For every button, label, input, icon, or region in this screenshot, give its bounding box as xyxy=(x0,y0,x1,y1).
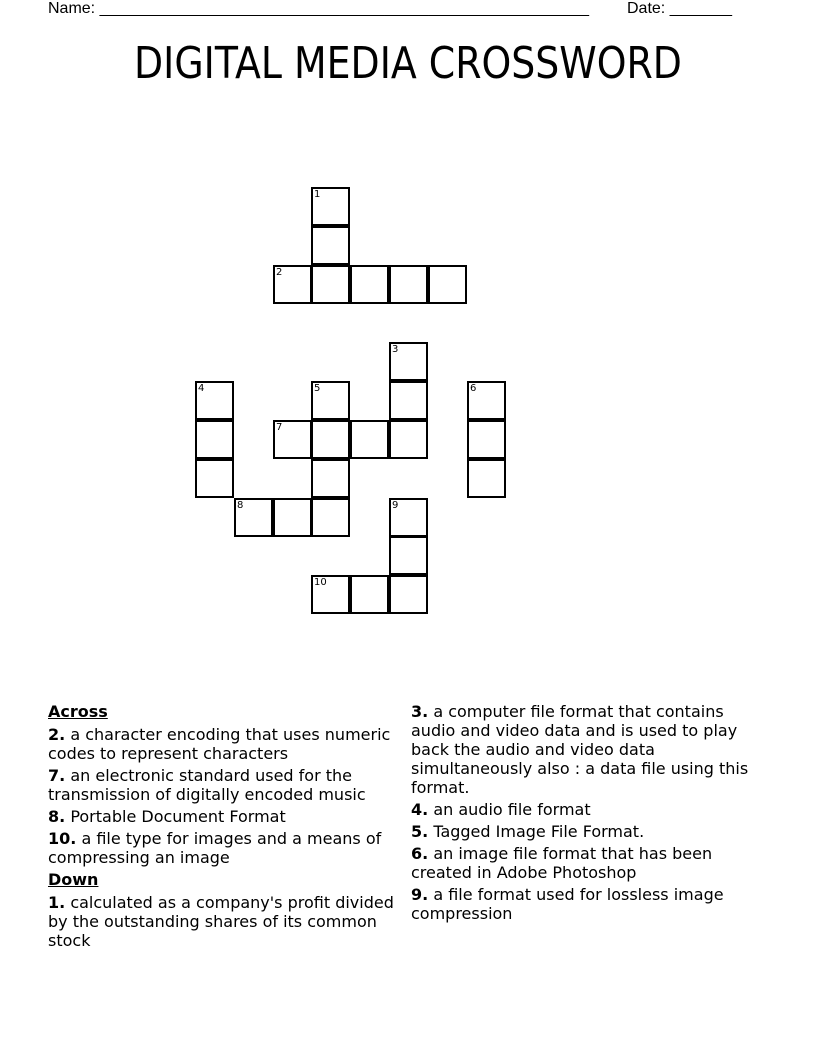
clue-number: 8. xyxy=(48,807,66,826)
cell-number: 10 xyxy=(314,577,327,588)
clue-text: a computer file format that contains audio and video data and is used to play back the audio and video data simultaneously also : a data file using this format. xyxy=(411,702,749,797)
clue-text: Portable Document Format xyxy=(70,807,286,826)
grid-cell[interactable] xyxy=(389,575,428,614)
grid-cell[interactable] xyxy=(195,420,234,459)
clues-right-column xyxy=(411,702,756,926)
grid-cell[interactable] xyxy=(389,265,428,304)
grid-cell[interactable] xyxy=(467,459,506,498)
name-field-label[interactable]: Name: _______________________________________________________ xyxy=(48,0,589,17)
clue-across-7 xyxy=(48,766,398,804)
grid-cell[interactable] xyxy=(311,265,350,304)
cell-number: 4 xyxy=(198,383,205,394)
grid-cell[interactable] xyxy=(234,498,273,537)
header-line xyxy=(48,0,748,20)
clue-number: 7. xyxy=(48,766,66,785)
grid-cell[interactable] xyxy=(311,459,350,498)
clue-across-8 xyxy=(48,807,398,826)
clue-number: 9. xyxy=(411,885,429,904)
clue-text: calculated as a company's profit divided by the outstanding shares of its common stock xyxy=(48,893,394,950)
grid-cell[interactable] xyxy=(195,459,234,498)
clue-down-1 xyxy=(48,893,398,950)
clues-left-column xyxy=(48,702,398,953)
grid-cell[interactable] xyxy=(350,265,389,304)
cell-number: 1 xyxy=(314,189,321,200)
clue-down-9 xyxy=(411,885,756,923)
grid-cell[interactable] xyxy=(273,420,312,459)
clue-down-4 xyxy=(411,800,756,819)
grid-cell[interactable] xyxy=(350,420,389,459)
grid-cell[interactable] xyxy=(389,342,428,381)
grid-cell[interactable] xyxy=(311,226,350,265)
clue-text: a file type for images and a means of compressing an image xyxy=(48,829,382,867)
grid-cell[interactable] xyxy=(273,498,312,537)
cell-number: 8 xyxy=(237,500,244,511)
clue-number: 4. xyxy=(411,800,429,819)
clue-down-5 xyxy=(411,822,756,841)
grid-cell[interactable] xyxy=(195,381,234,420)
grid-cell[interactable] xyxy=(467,420,506,459)
clue-number: 3. xyxy=(411,702,429,721)
clue-down-3 xyxy=(411,702,756,797)
clue-text: a file format used for lossless image compression xyxy=(411,885,724,923)
grid-cell[interactable] xyxy=(311,575,350,614)
grid-cell[interactable] xyxy=(311,420,350,459)
grid-cell[interactable] xyxy=(311,498,350,537)
grid-cell[interactable] xyxy=(389,536,428,575)
grid-cell[interactable] xyxy=(389,381,428,420)
cell-number: 9 xyxy=(392,500,399,511)
cell-number: 2 xyxy=(276,267,283,278)
across-heading: Across xyxy=(48,702,108,721)
clue-across-10 xyxy=(48,829,398,867)
grid-cell[interactable] xyxy=(311,381,350,420)
clue-down-6 xyxy=(411,844,756,882)
clue-number: 5. xyxy=(411,822,429,841)
grid-cell[interactable] xyxy=(311,187,350,226)
grid-cell[interactable] xyxy=(389,420,428,459)
clue-text: an audio file format xyxy=(433,800,591,819)
down-heading: Down xyxy=(48,870,99,889)
cell-number: 5 xyxy=(314,383,321,394)
clue-number: 10. xyxy=(48,829,77,848)
clue-across-2 xyxy=(48,725,398,763)
clue-text: a character encoding that uses numeric codes to represent characters xyxy=(48,725,391,763)
clue-text: Tagged Image File Format. xyxy=(433,822,645,841)
date-field-label[interactable]: Date: _______ xyxy=(627,0,732,17)
grid-cell[interactable] xyxy=(389,498,428,537)
page-title: DIGITAL MEDIA CROSSWORD xyxy=(134,38,682,89)
grid-cell[interactable] xyxy=(350,575,389,614)
clue-number: 6. xyxy=(411,844,429,863)
grid-cell[interactable] xyxy=(428,265,467,304)
cell-number: 7 xyxy=(276,422,283,433)
clue-text: an image file format that has been created in Adobe Photoshop xyxy=(411,844,713,882)
cell-number: 6 xyxy=(470,383,477,394)
clue-number: 1. xyxy=(48,893,66,912)
clue-number: 2. xyxy=(48,725,66,744)
cell-number: 3 xyxy=(392,344,399,355)
grid-cell[interactable] xyxy=(273,265,312,304)
clue-text: an electronic standard used for the transmission of digitally encoded music xyxy=(48,766,366,804)
grid-cell[interactable] xyxy=(467,381,506,420)
